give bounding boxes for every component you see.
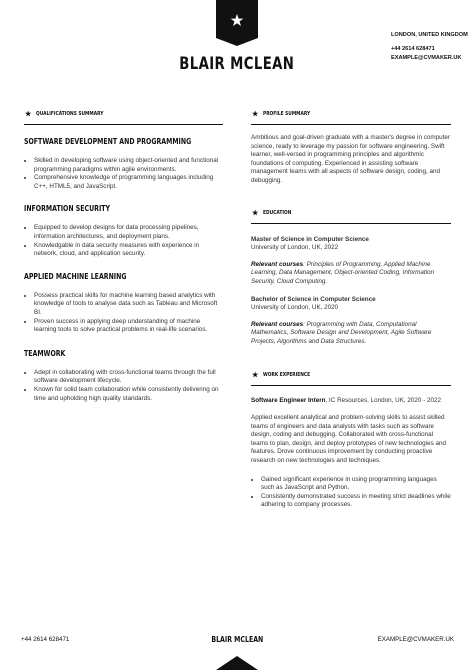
header-banner xyxy=(216,0,258,46)
education-entry xyxy=(251,296,451,347)
footer-marker xyxy=(216,656,258,670)
left-column xyxy=(24,108,223,403)
list-item: • Gained significant experience in using programming languages such as JavaScript and Python. xyxy=(261,476,451,493)
education-heading: ★ EDUCATION xyxy=(252,209,292,217)
qualifications-heading: ★ QUALIFICATIONS SUMMARY xyxy=(25,111,104,118)
email-link[interactable]: EXAMPLE@CVMAKER.UK xyxy=(391,55,462,61)
list-item: • Consistently demonstrated success in meeting strict deadlines while adhering to company processes. xyxy=(261,493,451,510)
qualification-group xyxy=(24,137,223,191)
group-bullets xyxy=(24,369,223,403)
education-entry xyxy=(251,236,451,287)
section-divider xyxy=(24,124,223,125)
location-text: LONDON, UNITED KINGDOM xyxy=(391,32,468,38)
school-text: University of London, UK, 2020 xyxy=(251,304,339,312)
candidate-name: BLAIR MCLEAN xyxy=(179,54,295,74)
list-item: • Knowledgable in data security measures with experience in network, cloud, and application security. xyxy=(34,242,223,259)
qualification-group xyxy=(24,349,223,403)
profile-text: Ambitious and goal-driven graduate with a master's degree in computer science, ready to leverage my passion for software engineering. Swift learner, well-versed in programming principles and algorithmic foundations of computing. Experienced in assisting software management teams with all aspects of software design, coding, and debugging. xyxy=(251,134,450,184)
profile-heading: ★ PROFILE SUMMARY xyxy=(252,111,311,118)
star-icon: ★ xyxy=(252,371,259,379)
group-title: INFORMATION SECURITY xyxy=(24,204,111,214)
group-bullets xyxy=(24,224,223,258)
degree-title: Bachelor of Science in Computer Science xyxy=(251,295,376,303)
courses-text: Relevant courses: Principles of Programming, Applied Machine Learning, Data Management, Object-oriented Coding, Information Security, Cloud Computing. xyxy=(251,260,435,285)
phone-text: +44 2614 628471 xyxy=(391,45,435,52)
degree-title: Master of Science in Computer Science xyxy=(251,235,369,243)
list-item: • Possess practical skills for machine learning based analytics with knowledge of tools to analyse data such as Tableau and Microsoft BI. xyxy=(34,292,223,318)
list-item: • Adept in collaborating with cross-functional teams through the full software development lifecycle. xyxy=(34,369,223,386)
school-text: University of London, UK, 2022 xyxy=(251,244,339,252)
right-column xyxy=(251,108,451,510)
star-icon: ★ xyxy=(252,111,259,118)
section-divider xyxy=(251,124,451,125)
list-item: • Known for solid team collaboration while consistently delivering on time and upholding high quality standards. xyxy=(34,386,223,403)
footer-name: BLAIR MCLEAN xyxy=(211,635,263,644)
qualification-group xyxy=(24,204,223,258)
footer-phone: +44 2614 628471 xyxy=(21,636,70,643)
star-icon: ★ xyxy=(252,209,259,217)
footer-email[interactable]: EXAMPLE@CVMAKER.UK xyxy=(377,636,454,643)
job-title: Software Engineer Intern, IC Resources, London, UK, 2020 - 2022 xyxy=(251,396,442,404)
courses-text: Relevant courses: Programming with Data, Computational Mathematics, Software Design and Development, Agile Software Projects, Algorithms and Data Structures. xyxy=(251,320,432,345)
list-item: • Proven success in applying deep understanding of machine learning tools to solve practical problems in real-life scenarios. xyxy=(34,318,223,335)
group-title: APPLIED MACHINE LEARNING xyxy=(24,271,127,281)
group-title: SOFTWARE DEVELOPMENT AND PROGRAMMING xyxy=(24,137,192,146)
group-title: TEAMWORK xyxy=(24,348,66,358)
list-item: • Comprehensive knowledge of programming languages including C++, HTML5, and JavaScript. xyxy=(34,174,223,191)
star-icon: ★ xyxy=(25,111,32,118)
list-item: • Equipped to develop designs for data processing pipelines, information architectures, and deployment plans. xyxy=(34,224,223,241)
contact-block xyxy=(391,31,471,64)
experience-bullets xyxy=(251,476,451,510)
group-bullets xyxy=(24,292,223,335)
qualification-group xyxy=(24,272,223,335)
experience-heading: ★ WORK EXPERIENCE xyxy=(252,371,311,379)
section-divider xyxy=(251,385,451,386)
section-divider xyxy=(251,223,451,224)
list-item: • Skilled in developing software using object-oriented and functional programming paradigms within agile environments. xyxy=(34,157,223,174)
group-bullets xyxy=(24,157,223,191)
experience-text: Applied excellent analytical and problem-solving skills to assist skilled teams of engineers and data analysts with tasks such as software design, coding and debugging. Collaborated with cross-functional teams to plan, design, and deploy prototypes of new technologies and features. Drove continuous improvement by conducting proactive research on new technologies and techniques. xyxy=(251,414,446,465)
